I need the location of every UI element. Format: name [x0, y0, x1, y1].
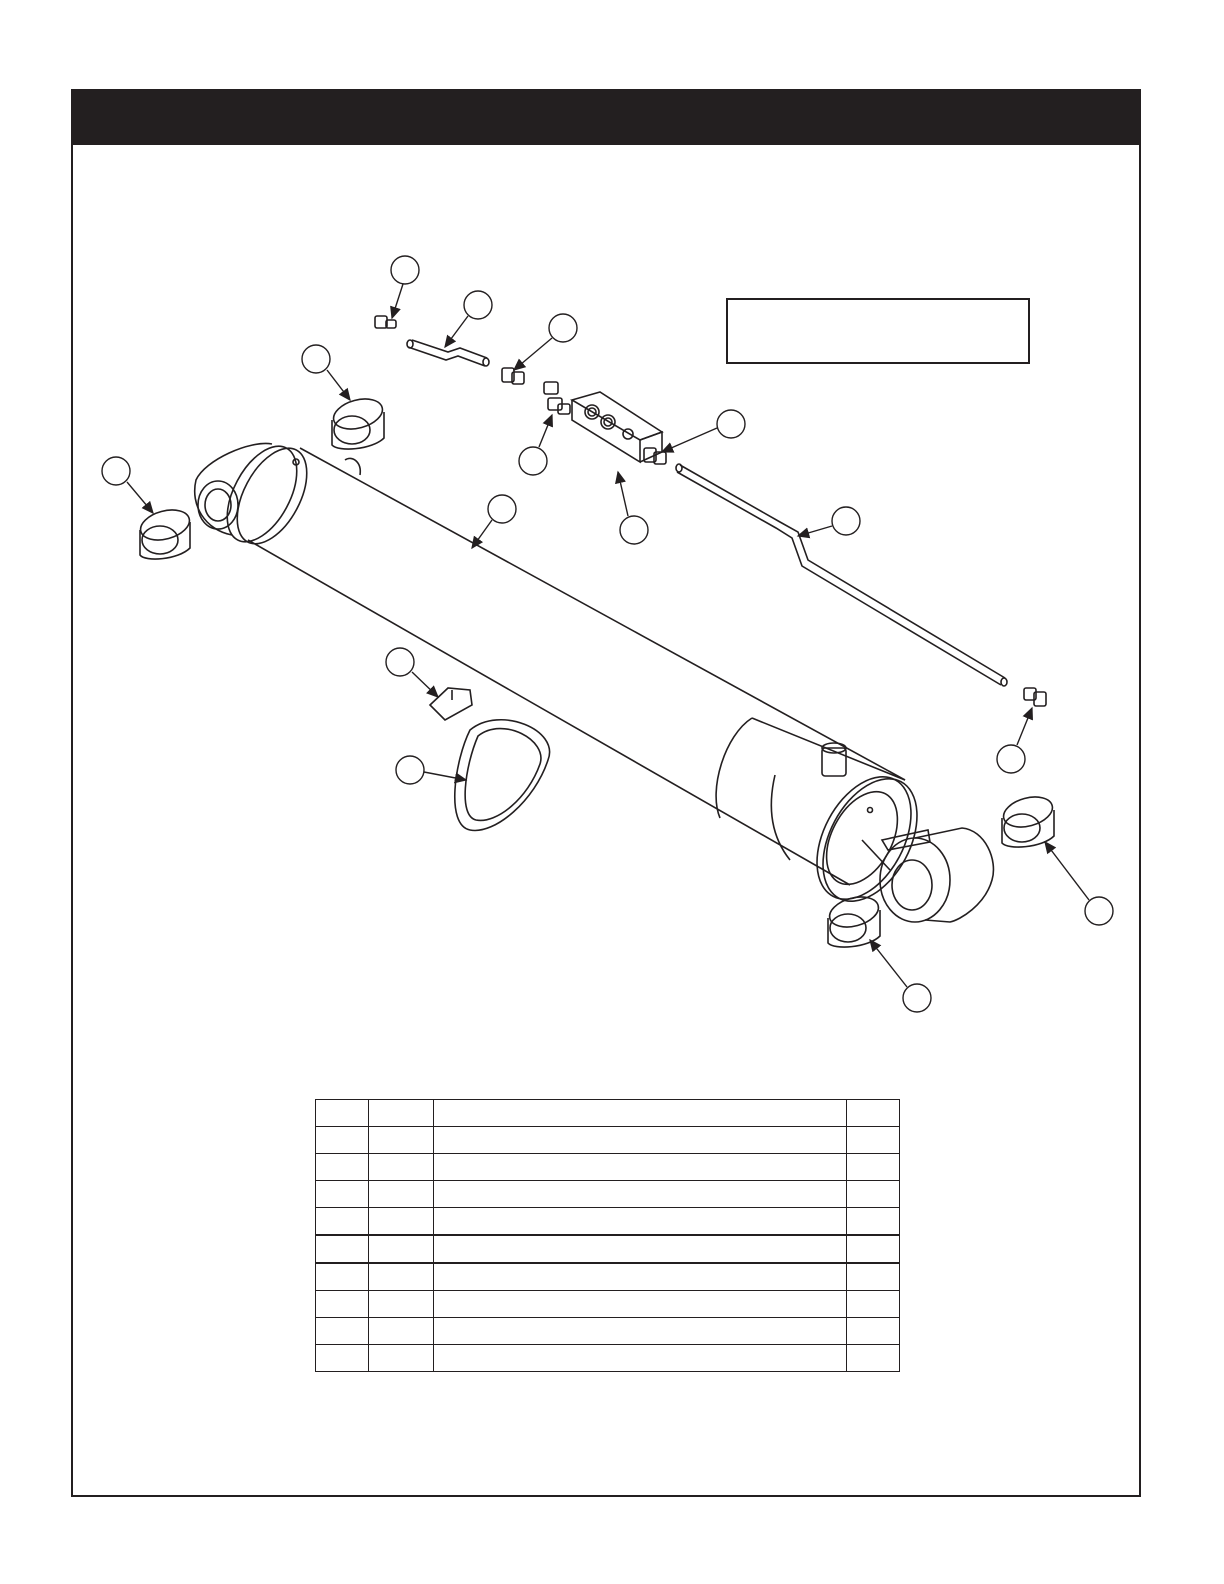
item-number-cell — [316, 1127, 369, 1154]
callout-balloon — [717, 410, 745, 438]
part-number-cell — [368, 1345, 433, 1372]
description-cell — [433, 1154, 846, 1181]
bushing-upper-left — [330, 394, 386, 449]
callout-balloon — [549, 314, 577, 342]
description-cell — [433, 1318, 846, 1345]
quantity-cell — [847, 1235, 900, 1263]
part-number-cell — [368, 1100, 433, 1127]
callout-balloon — [102, 457, 130, 485]
quantity-cell — [847, 1154, 900, 1181]
description-cell — [433, 1291, 846, 1318]
callout-balloon — [464, 291, 492, 319]
description-cell — [433, 1181, 846, 1208]
part-number-cell — [368, 1291, 433, 1318]
item-number-cell — [316, 1263, 369, 1291]
description-cell — [433, 1208, 846, 1236]
part-number-cell — [368, 1318, 433, 1345]
table-row — [316, 1263, 900, 1291]
clamp-clip — [430, 688, 472, 720]
part-number-cell — [368, 1154, 433, 1181]
table-row — [316, 1127, 900, 1154]
part-number-cell — [368, 1208, 433, 1236]
table-row — [316, 1100, 900, 1127]
item-number-cell — [316, 1181, 369, 1208]
description-cell — [433, 1263, 846, 1291]
callout-balloon — [620, 516, 648, 544]
long-tube — [676, 464, 1007, 686]
table-row — [316, 1235, 900, 1263]
fitting-elbow-upper — [502, 368, 524, 384]
item-number-cell — [316, 1235, 369, 1263]
parts-table — [315, 1099, 900, 1372]
table-row — [316, 1181, 900, 1208]
description-cell — [433, 1127, 846, 1154]
cylinder-barrel — [195, 435, 994, 922]
callout-balloon — [396, 756, 424, 784]
item-number-cell — [316, 1208, 369, 1236]
item-number-cell — [316, 1100, 369, 1127]
valve-block — [572, 392, 662, 462]
note-box — [726, 298, 1030, 364]
quantity-cell — [847, 1263, 900, 1291]
callout-balloon — [386, 648, 414, 676]
fitting-tube-end — [1024, 688, 1046, 706]
callout-balloons — [102, 256, 1113, 1012]
bushing-left — [137, 505, 193, 559]
part-number-cell — [368, 1235, 433, 1263]
callout-balloon — [488, 495, 516, 523]
description-cell — [433, 1345, 846, 1372]
description-cell — [433, 1235, 846, 1263]
bushing-lower-right — [826, 892, 882, 947]
table-row — [316, 1208, 900, 1236]
table-row — [316, 1318, 900, 1345]
bushing-right — [1000, 792, 1056, 847]
callout-balloon — [1085, 897, 1113, 925]
callout-balloon — [391, 256, 419, 284]
table-row — [316, 1345, 900, 1372]
quantity-cell — [847, 1345, 900, 1372]
callout-balloon — [519, 447, 547, 475]
table-row — [316, 1154, 900, 1181]
fitting-small-top — [375, 316, 396, 328]
quantity-cell — [847, 1100, 900, 1127]
quantity-cell — [847, 1208, 900, 1236]
callout-balloon — [997, 745, 1025, 773]
callout-balloon — [903, 984, 931, 1012]
fitting-valve-side — [544, 382, 570, 414]
description-cell — [433, 1100, 846, 1127]
quantity-cell — [847, 1318, 900, 1345]
quantity-cell — [847, 1127, 900, 1154]
item-number-cell — [316, 1318, 369, 1345]
item-number-cell — [316, 1154, 369, 1181]
part-number-cell — [368, 1181, 433, 1208]
item-number-cell — [316, 1291, 369, 1318]
callout-balloon — [832, 507, 860, 535]
quantity-cell — [847, 1291, 900, 1318]
part-number-cell — [368, 1127, 433, 1154]
callout-balloon — [302, 345, 330, 373]
quantity-cell — [847, 1181, 900, 1208]
table-row — [316, 1291, 900, 1318]
part-number-cell — [368, 1263, 433, 1291]
item-number-cell — [316, 1345, 369, 1372]
tube-clamp — [455, 720, 550, 831]
